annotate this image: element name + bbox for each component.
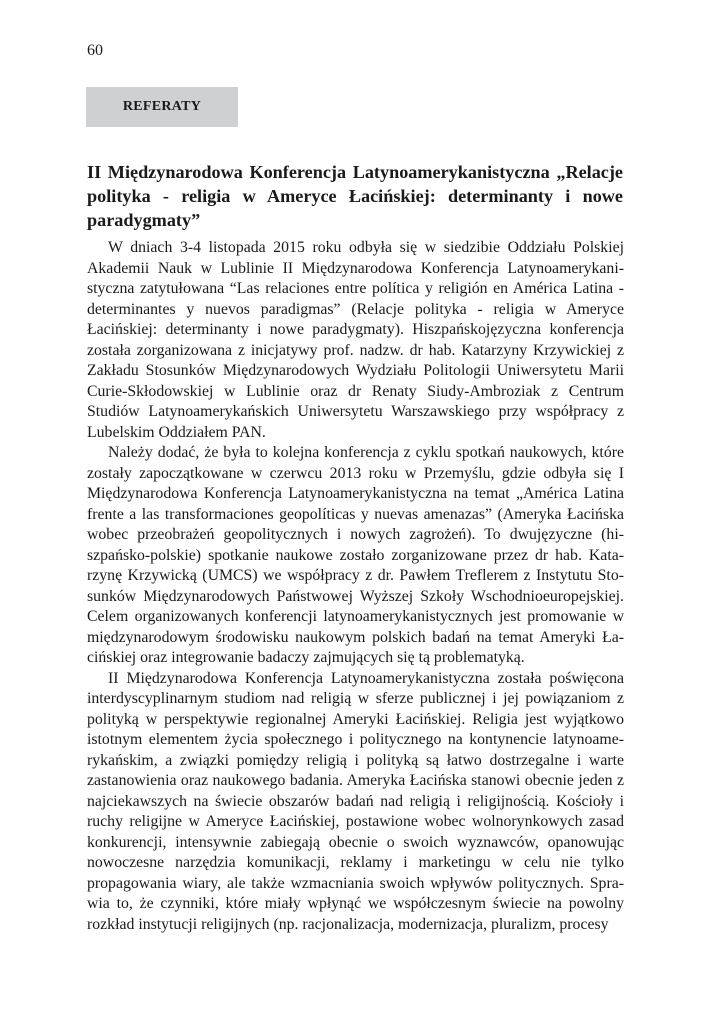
article-title: II Międzynarodowa Konferencja Latynoamerykanistyczna „Relacje polityka - religia w Ameryce Łacińskiej: determinanty i nowe paradygmaty”	[87, 162, 623, 230]
article-body	[87, 238, 624, 935]
paragraph-1: W dniach 3-4 listopada 2015 roku odbyła się w siedzibie Oddziału Polskiej Akademii Nauk w Lublinie II Międzynarodowa Konferencja Latynoamerykanistyczna zatytułowana “Las relaciones entre política y religión en América Latina - determinantes y nuevos paradigmas” (Relacje polityka - religia w Ameryce Łacińskiej: determinanty i nowe paradygmaty). Hiszpańskojęzyczna konferencja została zorganizowana z inicjatywy prof. nadzw. dr hab. Katarzyny Krzywickiej z Zakładu Stosunków Międzynarodowych Wydziału Politologii Uniwersytetu Marii Curie-Skłodowskiej w Lublinie oraz dr Renaty Siudy-Ambroziak z Centrum Studiów Latynoamerykańskich Uniwersytetu Warszawskiego przy współpracy z Lubelskim Oddziałem PAN.	[87, 239, 624, 441]
paragraph-2: Należy dodać, że była to kolejna konferencja z cyklu spotkań naukowych, które zostały zapoczątkowane w czerwcu 2013 roku w Przemyślu, gdzie odbyła się I Międzynarodowa Konferencja Latynoamerykanistyczna na temat „América Latina frente a las transformaciones geopolíticas y nuevas amenazas” (Ameryka Łacińska wobec przeobrażeń geopolitycznych i nowych zagrożeń). To dwujęzyczne (hiszpańsko-polskie) spotkanie naukowe zostało zorganizowane przez dr hab. Katarzynę Krzywicką (UMCS) we współpracy z dr. Pawłem Treflerem z Instytutu Stosunków Międzynarodowych Państwowej Wyższej Szkoły Wschodnioeuropejskiej. Celem organizowanych konferencji latynoamerykanistycznych jest promowanie w międzynarodowym środowisku naukowym polskich badań na temat Ameryki Łacińskiej oraz integrowanie badaczy zajmujących się tą problematyką.	[87, 444, 624, 666]
page-number: 60	[87, 42, 103, 59]
paragraph-3: II Międzynarodowa Konferencja Latynoamerykanistyczna została poświęcona interdyscyplinarnym studiom nad religią w sferze publicznej i jej powiązaniom z polityką w perspektywie regionalnej Ameryki Łacińskiej. Religia jest wyjątkowo istotnym elementem życia społecznego i politycznego na kontynencie latynoamerykańskim, a związki pomiędzy religią i polityką są łatwo dostrzegalne i warte zastanowienia oraz naukowego badania. Ameryka Łacińska stanowi obecnie jeden z najciekawszych na świecie obszarów badań nad religią i religijnością. Kościoły i ruchy religijne w Ameryce Łacińskiej, postawione wobec wolnorynkowych zasad konkurencji, intensywnie zabiegają obecnie o swoich wyznawców, opanowując nowoczesne narzędzia komunikacji, reklamy i marketingu w celu nie tylko propagowania wiary, ale także wzmacniania swoich wpływów politycznych. Sprawia to, że czynniki, które miały wpłynąć we współczesnym świecie na powolny rozkład instytucji religijnych (np. racjonalizacja, modernizacja, pluralizm, procesy	[87, 669, 624, 933]
section-label: REFERATY	[86, 87, 238, 127]
